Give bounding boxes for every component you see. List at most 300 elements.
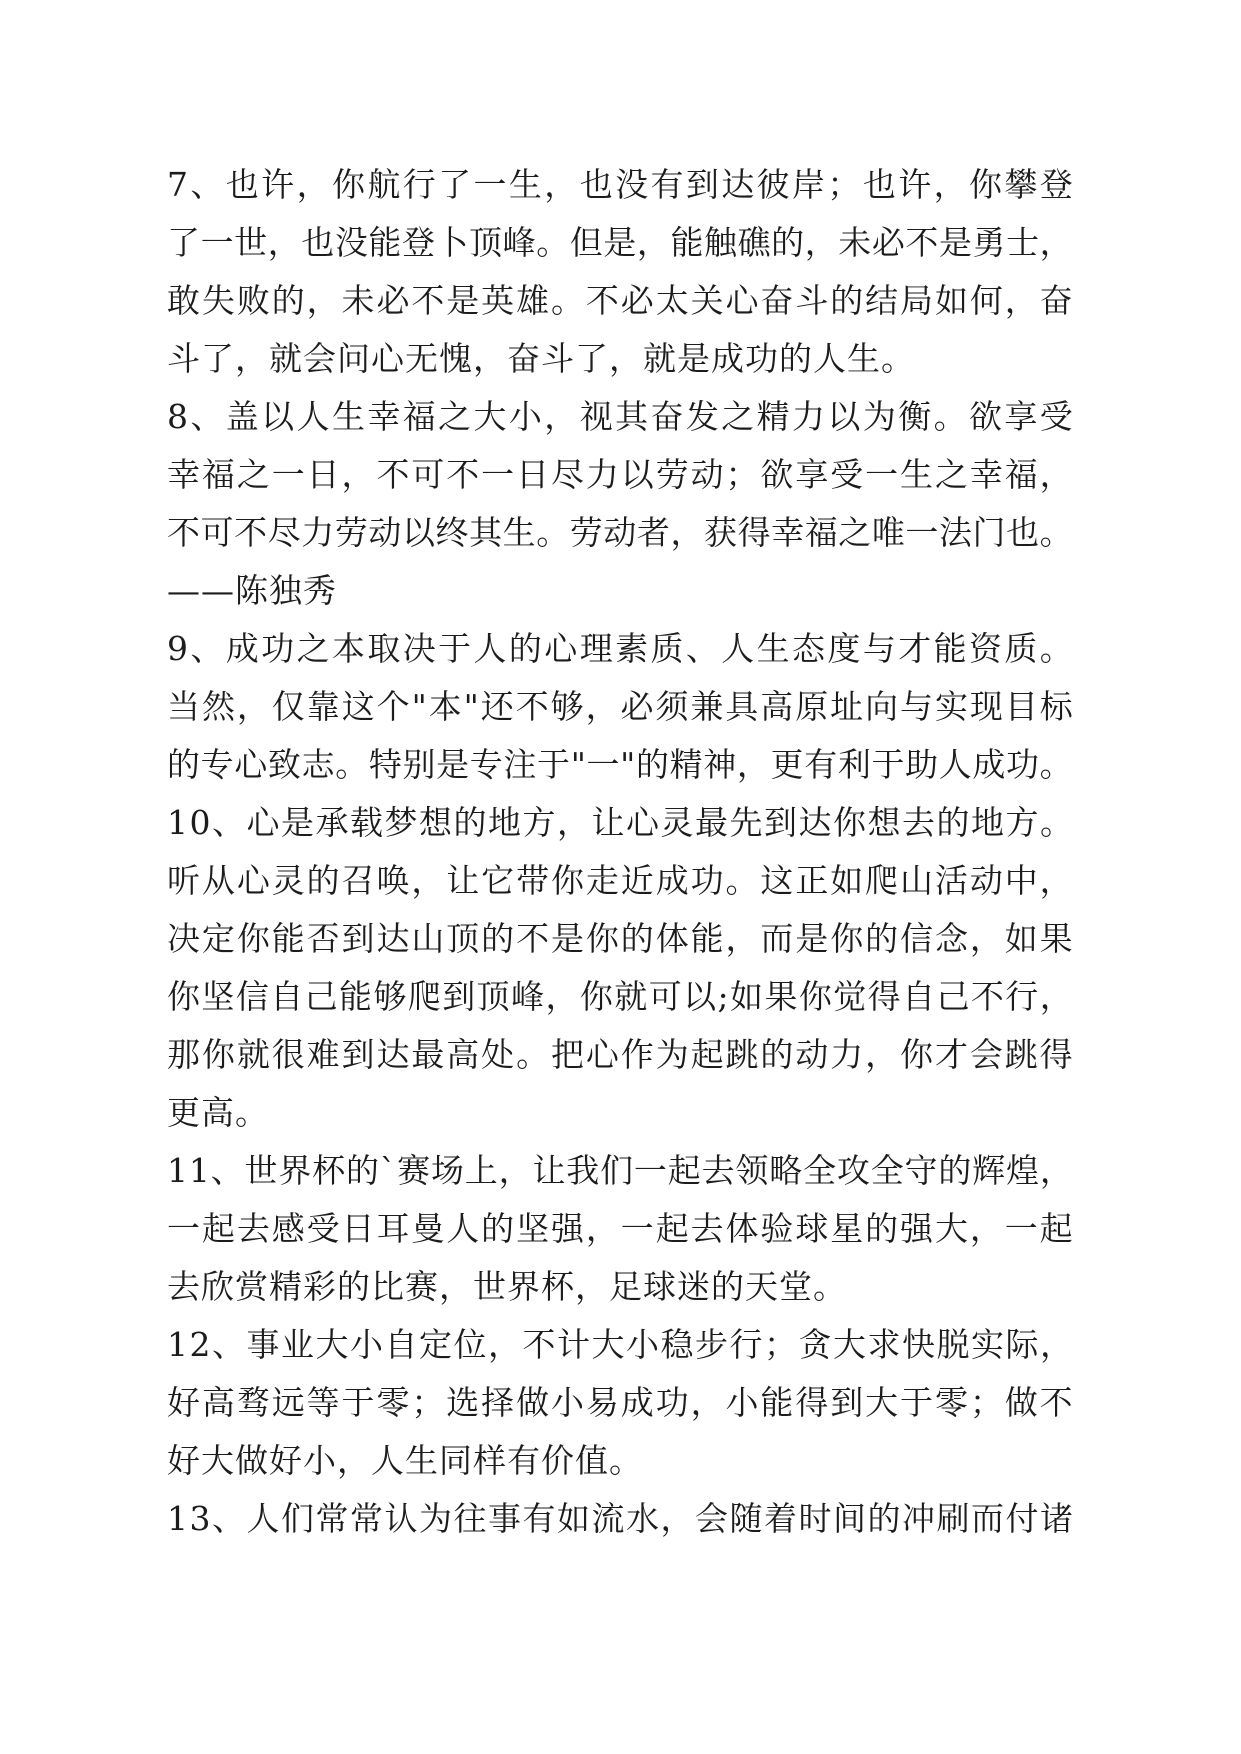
char: 够 — [550, 687, 584, 726]
char: 的 — [271, 281, 305, 320]
char: 己 — [304, 977, 338, 1016]
char: ， — [725, 919, 759, 958]
char: 听 — [167, 861, 200, 900]
char: 的 — [345, 1151, 379, 1190]
char: 载 — [350, 803, 383, 842]
char: 去 — [236, 1209, 270, 1248]
char: ， — [660, 1499, 694, 1538]
char: 、 — [212, 1325, 245, 1364]
char: 小 — [550, 1383, 584, 1422]
char: 大 — [934, 1209, 968, 1248]
char: 为 — [862, 397, 896, 436]
char: 你 — [585, 919, 619, 958]
char: 。 — [1040, 803, 1073, 842]
char: 致 — [267, 745, 301, 784]
char: ， — [267, 223, 301, 262]
char: 峰 — [511, 977, 545, 1016]
char: 带 — [516, 861, 550, 900]
char: 个 — [376, 687, 410, 726]
char: 好 — [167, 1383, 200, 1422]
char: 。 — [536, 223, 570, 262]
char: 别 — [402, 745, 436, 784]
char: 成 — [972, 745, 1006, 784]
char: 一 — [200, 223, 234, 262]
char: 卜 — [435, 223, 469, 262]
char: 我 — [566, 1151, 600, 1190]
char: ， — [1039, 223, 1073, 262]
char: 其 — [469, 513, 503, 552]
char: 以 — [827, 397, 861, 436]
char: 自 — [384, 1325, 418, 1364]
char: 梦 — [384, 803, 418, 842]
char: 求 — [867, 1325, 901, 1364]
char: 敢 — [167, 281, 200, 320]
char: 专 — [469, 745, 503, 784]
text-line — [167, 1374, 1073, 1432]
char: 起 — [1039, 1209, 1073, 1248]
char: 煌 — [1006, 1151, 1040, 1190]
char: 生 — [502, 513, 536, 552]
char: 幸 — [167, 455, 200, 494]
char: 择 — [481, 1383, 515, 1422]
char: 败 — [236, 281, 270, 320]
char: 山 — [411, 919, 445, 958]
char: 向 — [865, 687, 899, 726]
char: 。 — [725, 861, 759, 900]
char: 着 — [764, 1499, 797, 1538]
char: 行 — [402, 165, 436, 204]
char: 的 — [865, 1209, 899, 1248]
char: 坚 — [516, 1209, 550, 1248]
char: 场 — [430, 1151, 464, 1190]
char: 是 — [446, 281, 480, 320]
char: 不 — [515, 687, 549, 726]
char: 生 — [508, 165, 542, 204]
char: 一 — [1004, 1209, 1038, 1248]
char: 到 — [341, 1035, 375, 1074]
char: " — [411, 687, 427, 726]
char: 它 — [481, 861, 515, 900]
text-line — [167, 156, 1073, 214]
text-line — [167, 968, 1073, 1026]
char: 辉 — [972, 1151, 1006, 1190]
char: ， — [690, 1383, 724, 1422]
char: 之 — [721, 397, 755, 436]
text-line — [167, 272, 1073, 330]
char: 而 — [971, 1499, 1004, 1538]
char: 选 — [446, 1383, 480, 1422]
char: 了 — [438, 165, 472, 204]
text-line: 好大做好小，人生同样有价值。 — [167, 1441, 643, 1480]
char: 唤 — [376, 861, 410, 900]
char: 之 — [236, 455, 270, 494]
char: 一 — [905, 513, 939, 552]
char: 也 — [1006, 513, 1040, 552]
char: 彼 — [756, 165, 790, 204]
char: 事 — [246, 1325, 280, 1364]
char: 于 — [871, 745, 905, 784]
char: 方 — [522, 803, 556, 842]
char: 的 — [830, 281, 864, 320]
char: 骛 — [236, 1383, 270, 1422]
char: 兼 — [690, 687, 724, 726]
char: 定 — [419, 1325, 452, 1364]
char: 有 — [522, 1499, 556, 1538]
char: 士 — [1006, 223, 1040, 262]
char: 动 — [603, 513, 637, 552]
char: ; — [717, 977, 729, 1016]
char: 生 — [331, 397, 365, 436]
char: 不 — [970, 977, 1004, 1016]
char: ； — [764, 1325, 797, 1364]
char: 近 — [620, 861, 654, 900]
char: 者 — [636, 513, 670, 552]
char: 处 — [481, 1035, 515, 1074]
char: 没 — [334, 223, 368, 262]
char: 当 — [167, 687, 200, 726]
char: 。 — [1039, 745, 1073, 784]
char: ， — [557, 803, 590, 842]
char: 也 — [225, 165, 259, 204]
char: 视 — [579, 397, 613, 436]
char: 就 — [236, 1035, 270, 1074]
char: 们 — [281, 1499, 314, 1538]
char: 1 — [167, 1151, 188, 1190]
char: 须 — [655, 687, 689, 726]
char: 一 — [167, 1209, 200, 1248]
char: 功 — [690, 861, 724, 900]
char: 坚 — [201, 977, 235, 1016]
char: 如 — [830, 861, 864, 900]
text-line — [167, 504, 1073, 562]
char: 大 — [591, 1325, 625, 1364]
char: 稳 — [660, 1325, 694, 1364]
char: 心 — [246, 803, 280, 842]
char: 信 — [900, 919, 934, 958]
char: 一 — [473, 165, 507, 204]
char: 质 — [1004, 629, 1038, 668]
char: ， — [236, 687, 270, 726]
char: 一 — [271, 455, 305, 494]
char: 先 — [729, 803, 763, 842]
char: 间 — [833, 1499, 866, 1538]
char: 觉 — [833, 977, 867, 1016]
char: 把 — [550, 1035, 584, 1074]
char: 易 — [585, 1383, 619, 1422]
char: 大 — [473, 397, 507, 436]
char: 关 — [690, 281, 724, 320]
char: 地 — [488, 803, 521, 842]
char: ， — [544, 397, 578, 436]
char: 日 — [341, 1209, 375, 1248]
char: 的 — [620, 919, 654, 958]
char: 没 — [615, 165, 649, 204]
char: 你 — [900, 1035, 934, 1074]
char: 力 — [301, 513, 335, 552]
char: 触 — [704, 223, 737, 262]
char: 球 — [795, 1209, 829, 1248]
char: 难 — [306, 1035, 340, 1074]
char: 尽 — [550, 455, 584, 494]
char: 精 — [669, 745, 703, 784]
char: 受 — [1039, 397, 1073, 436]
char: 能 — [271, 919, 305, 958]
char: 实 — [971, 1325, 1004, 1364]
char: 顶 — [446, 919, 480, 958]
char: 往 — [453, 1499, 487, 1538]
char: ； — [969, 1383, 1003, 1422]
char: 时 — [798, 1499, 832, 1538]
char: 流 — [591, 1499, 625, 1538]
char: 小 — [350, 1325, 383, 1364]
char: ， — [933, 165, 967, 204]
char: ， — [1040, 1325, 1073, 1364]
char: 起 — [690, 1035, 724, 1074]
char: 上 — [464, 1151, 498, 1190]
char: 最 — [411, 1035, 445, 1074]
char: 强 — [550, 1209, 584, 1248]
char: 如 — [730, 977, 764, 1016]
char: ， — [804, 223, 838, 262]
char: 不 — [516, 919, 550, 958]
char: 盖 — [225, 397, 259, 436]
char: 专 — [200, 745, 234, 784]
char: 去 — [690, 1209, 724, 1248]
char: " — [570, 745, 586, 784]
char: 想 — [419, 803, 452, 842]
char: 本 — [331, 629, 365, 668]
char: ， — [296, 165, 330, 204]
char: 局 — [900, 281, 934, 320]
char: 。 — [1039, 629, 1073, 668]
char: 高 — [446, 1035, 480, 1074]
char: 你 — [201, 1035, 235, 1074]
char: 的 — [936, 803, 970, 842]
char: 们 — [600, 1151, 634, 1190]
char: 能 — [760, 1383, 794, 1422]
char: 最 — [695, 803, 728, 842]
char: 行 — [1005, 977, 1039, 1016]
char: 于 — [438, 629, 472, 668]
char: 其 — [615, 397, 649, 436]
char: 1 — [167, 1499, 188, 1538]
char: 动 — [795, 1035, 829, 1074]
char: 感 — [271, 1209, 305, 1248]
char: 略 — [769, 1151, 803, 1190]
char: 爬 — [865, 861, 899, 900]
char: 1 — [167, 803, 188, 842]
char: 行 — [729, 1325, 763, 1364]
char: 想 — [867, 803, 901, 842]
char: 还 — [480, 687, 514, 726]
char: 高 — [201, 1383, 235, 1422]
char: 以 — [261, 397, 295, 436]
char: 让 — [446, 861, 480, 900]
char: 顶 — [469, 223, 503, 262]
char: 得 — [1039, 1035, 1073, 1074]
char: 原 — [795, 687, 829, 726]
char: " — [463, 687, 479, 726]
char: 诸 — [1040, 1499, 1073, 1538]
char: 你 — [830, 919, 864, 958]
char: 动 — [690, 455, 724, 494]
char: 才 — [934, 1035, 968, 1074]
char: 到 — [830, 1383, 864, 1422]
char: 就 — [614, 977, 648, 1016]
char: 人 — [296, 397, 330, 436]
char: 等 — [306, 1383, 340, 1422]
char: 度 — [827, 629, 861, 668]
char: 计 — [557, 1325, 590, 1364]
char: ， — [969, 1209, 1003, 1248]
char: ； — [411, 1383, 445, 1422]
char: 可 — [648, 977, 682, 1016]
char: 冲 — [902, 1499, 935, 1538]
char: 斗 — [795, 281, 829, 320]
char: 可 — [411, 455, 445, 494]
char: 不 — [905, 223, 939, 262]
text-line — [167, 620, 1073, 678]
char: 达 — [798, 803, 832, 842]
char: 得 — [795, 1383, 829, 1422]
char: 尽 — [267, 513, 301, 552]
char: 力 — [830, 1035, 864, 1074]
char: 何 — [969, 281, 1003, 320]
char: 做 — [1004, 1383, 1038, 1422]
text-line — [167, 388, 1073, 446]
char: 如 — [1004, 919, 1038, 958]
char: 福 — [402, 397, 436, 436]
char: ， — [969, 919, 1003, 958]
char: 能 — [690, 919, 724, 958]
char: 的 — [938, 1151, 972, 1190]
char: 达 — [376, 919, 410, 958]
char: 方 — [1005, 803, 1039, 842]
char: 许 — [898, 165, 932, 204]
char: 登 — [1039, 165, 1073, 204]
text-line — [167, 446, 1073, 504]
char: ， — [488, 1325, 521, 1364]
char: 勇 — [972, 223, 1006, 262]
char: 的 — [481, 1209, 515, 1248]
char: 刷 — [936, 1499, 970, 1538]
char: 。 — [335, 745, 369, 784]
char: 心 — [585, 1035, 619, 1074]
char: 。 — [1039, 513, 1073, 552]
char: 那 — [167, 1035, 200, 1074]
char: 了 — [167, 223, 200, 262]
char: 助 — [905, 745, 939, 784]
char: 自 — [902, 977, 936, 1016]
char: ， — [411, 861, 445, 900]
char: 定 — [201, 919, 235, 958]
char: 受 — [830, 455, 864, 494]
char: 奋 — [1039, 281, 1073, 320]
char: ， — [545, 977, 579, 1016]
char: 雄 — [516, 281, 550, 320]
char: 功 — [1006, 745, 1040, 784]
text-line — [167, 1026, 1073, 1084]
char: 世 — [244, 1151, 278, 1190]
char: 具 — [725, 687, 759, 726]
char: 赛 — [397, 1151, 431, 1190]
char: 体 — [725, 1209, 759, 1248]
char: 劳 — [655, 455, 689, 494]
char: 必 — [871, 223, 905, 262]
char: 攻 — [836, 1151, 870, 1190]
char: 果 — [764, 977, 798, 1016]
char: 常 — [350, 1499, 383, 1538]
char: 幸 — [367, 397, 401, 436]
char: 有 — [804, 745, 838, 784]
char: 能 — [368, 223, 402, 262]
char: 付 — [1005, 1499, 1039, 1538]
char: 位 — [453, 1325, 487, 1364]
char: 岸 — [792, 165, 826, 204]
char: 、 — [212, 1499, 245, 1538]
char: 7 — [167, 165, 188, 204]
char: 认 — [384, 1499, 418, 1538]
char: 的 — [481, 919, 515, 958]
char: 随 — [729, 1499, 763, 1538]
char: 、 — [212, 803, 245, 842]
char: 起 — [667, 1151, 701, 1190]
char: 心 — [725, 281, 759, 320]
char: 走 — [585, 861, 619, 900]
document-body — [167, 156, 1073, 1548]
char: 一 — [865, 455, 899, 494]
char: 力 — [792, 397, 826, 436]
char: 必 — [620, 281, 654, 320]
char: 本 — [428, 687, 462, 726]
char: 事 — [488, 1499, 521, 1538]
char: 1 — [167, 1325, 188, 1364]
char: ， — [306, 281, 340, 320]
char: ； — [725, 455, 759, 494]
char: 0 — [189, 803, 211, 842]
char: 资 — [968, 629, 1002, 668]
char: 英 — [481, 281, 515, 320]
char: 也 — [301, 223, 335, 262]
char: 水 — [626, 1499, 659, 1538]
char: 活 — [934, 861, 968, 900]
char: 中 — [1004, 861, 1038, 900]
text-line — [167, 678, 1073, 736]
char: 你 — [550, 861, 584, 900]
char: 受 — [306, 1209, 340, 1248]
char: 享 — [795, 455, 829, 494]
char: 贪 — [798, 1325, 832, 1364]
char: 山 — [900, 861, 934, 900]
char: 仅 — [271, 687, 305, 726]
char: 起 — [201, 1209, 235, 1248]
char: ` — [379, 1151, 397, 1190]
char: 是 — [436, 745, 470, 784]
char: 门 — [972, 513, 1006, 552]
char: 强 — [900, 1209, 934, 1248]
char: 成 — [225, 629, 259, 668]
char: ， — [670, 513, 704, 552]
char: 特 — [368, 745, 402, 784]
char: 人 — [938, 745, 972, 784]
char: 衡 — [898, 397, 932, 436]
char: 许 — [261, 165, 295, 204]
char: 可 — [200, 513, 234, 552]
char: 必 — [620, 687, 654, 726]
char: 航 — [367, 165, 401, 204]
char: 决 — [402, 629, 436, 668]
char: ， — [736, 745, 770, 784]
